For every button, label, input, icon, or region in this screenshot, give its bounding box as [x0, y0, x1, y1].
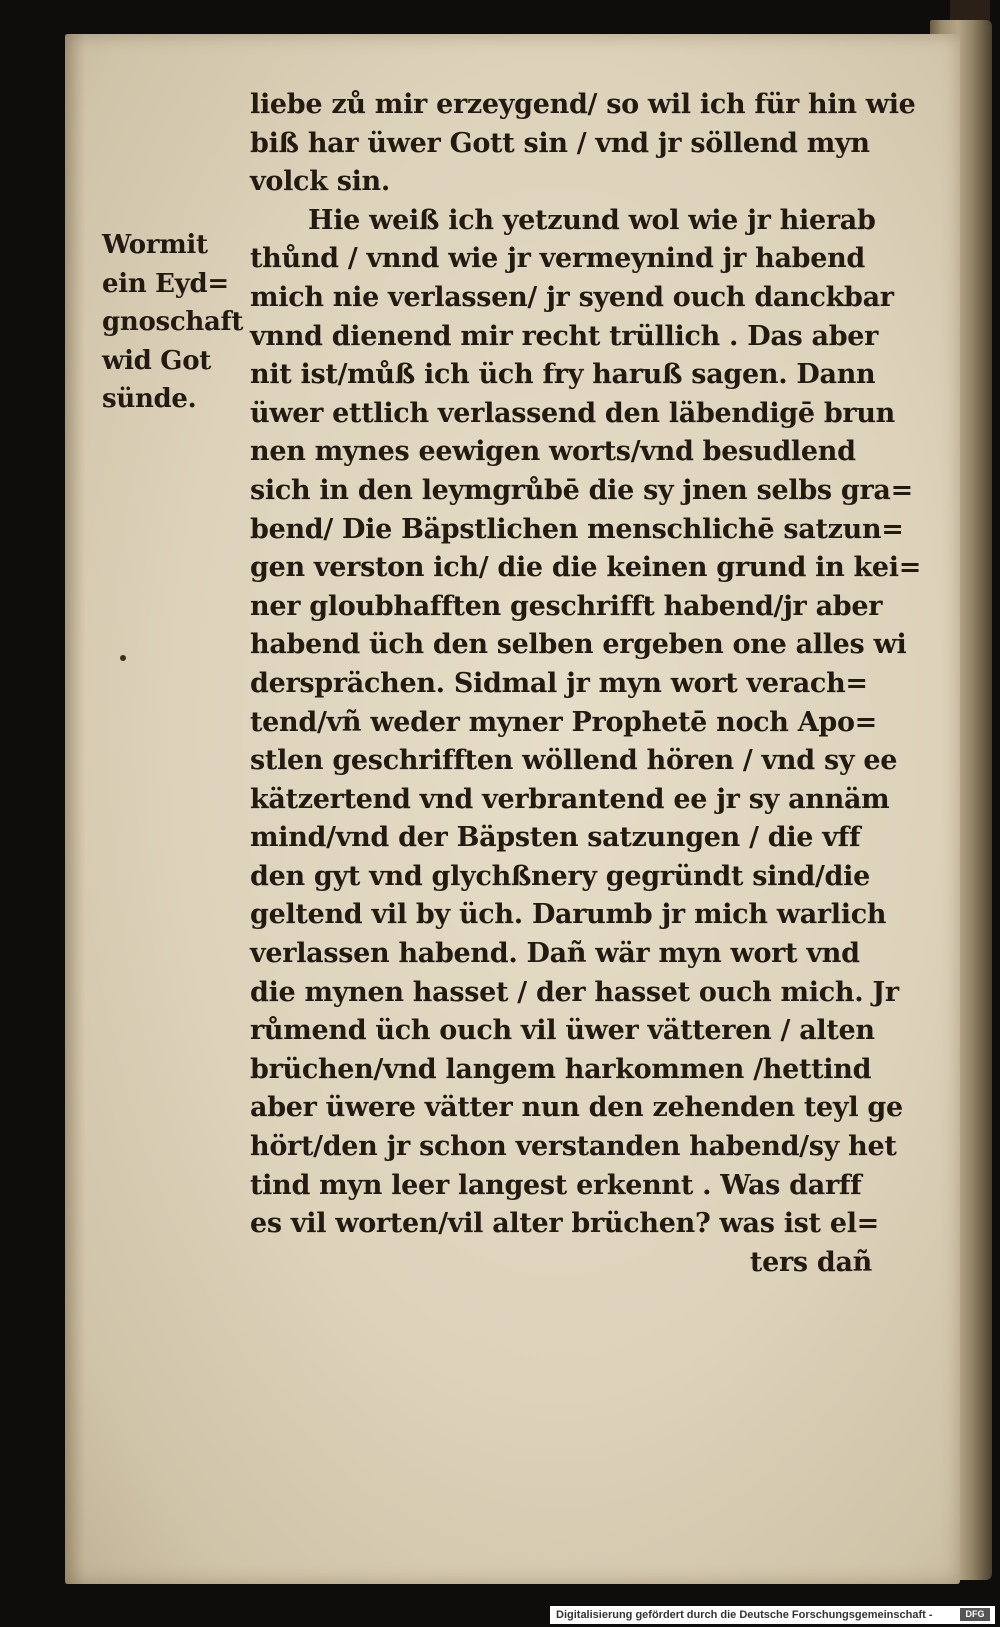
text-line: es vil worten/vil alter brüchen? was ist el=: [250, 1208, 879, 1240]
text-line: růmend üch ouch vil üwer vätteren / alten: [250, 1015, 875, 1047]
text-line: sich in den leymgrůbē die sy jnen selbs gra=: [250, 474, 913, 506]
text-line: dersprächen. Sidmal jr myn wort verach=: [250, 667, 868, 699]
catchword-line: ters dañ: [749, 1246, 872, 1278]
margin-note-line: sünde.: [102, 384, 197, 415]
funding-credit: Digitalisierung gefördert durch die Deutsche Forschungsgemeinschaft -: [556, 1609, 933, 1621]
text-line: Hie weiß ich yetzund wol wie jr hierab: [308, 204, 876, 236]
margin-note-line: gnoschaft: [102, 307, 244, 338]
text-line: biß har üwer Gott sin / vnd jr söllend myn: [250, 127, 870, 159]
text-line: stlen geschrifften wöllend hören / vnd sy ee: [250, 745, 898, 777]
text-line: ner gloubhafften geschrifft habend/jr aber: [250, 590, 883, 622]
text-line: mind/vnd der Bäpsten satzungen / die vff: [250, 822, 861, 854]
text-line: üwer ettlich verlassend den läbendigē brun: [250, 397, 895, 429]
dfg-logo: DFG: [960, 1608, 990, 1621]
margin-note-line: ein Eyd=: [102, 268, 229, 299]
margin-note-line: wid Got: [102, 345, 211, 376]
text-line: aber üwere vätter nun den zehenden teyl ge: [250, 1092, 903, 1124]
text-line: thůnd / vnnd wie jr vermeynind jr habend: [250, 243, 866, 275]
text-line: bend/ Die Bäpstlichen menschlichē satzun=: [250, 513, 904, 545]
text-line: liebe zů mir erzeygend/ so wil ich für hin wie: [250, 89, 916, 120]
page-gutter-shadow: [65, 34, 85, 1584]
text-line: nit ist/můß ich üch fry haruß sagen. Dann: [250, 359, 876, 391]
text-line: tind myn leer langest erkennt . Was darff: [250, 1169, 862, 1201]
text-line: kätzertend vnd verbrantend ee jr sy annäm: [250, 783, 890, 815]
text-line: hört/den jr schon verstanden habend/sy het: [250, 1131, 897, 1163]
text-line: die mynen hasset / der hasset ouch mich. Jr: [250, 976, 899, 1008]
text-line: habend üch den selben ergeben one alles wi: [250, 629, 907, 661]
margin-note: [102, 226, 252, 419]
book-edge-top: [950, 0, 990, 22]
text-line: vnnd dienend mir recht trüllich . Das aber: [250, 320, 879, 352]
ink-speck: [120, 655, 126, 661]
text-line: nen mynes eewigen worts/vnd besudlend: [250, 436, 856, 468]
margin-note-line: Wormit: [102, 230, 208, 260]
text-line: geltend vil by üch. Darumb jr mich warlich: [250, 899, 887, 931]
text-line: mich nie verlassen/ jr syend ouch danckbar: [250, 281, 894, 313]
text-line: den gyt vnd glychßnery gegründt sind/die: [250, 860, 870, 892]
text-line: gen verston ich/ die die keinen grund in kei=: [250, 552, 922, 584]
text-line: brüchen/vnd langem harkommen /hettind: [250, 1053, 872, 1085]
text-line: volck sin.: [250, 166, 390, 198]
main-text-block: [250, 86, 922, 1282]
text-line: tend/vñ weder myner Prophetē noch Apo=: [250, 706, 877, 738]
text-line: verlassen habend. Dañ wär myn wort vnd: [250, 938, 860, 970]
